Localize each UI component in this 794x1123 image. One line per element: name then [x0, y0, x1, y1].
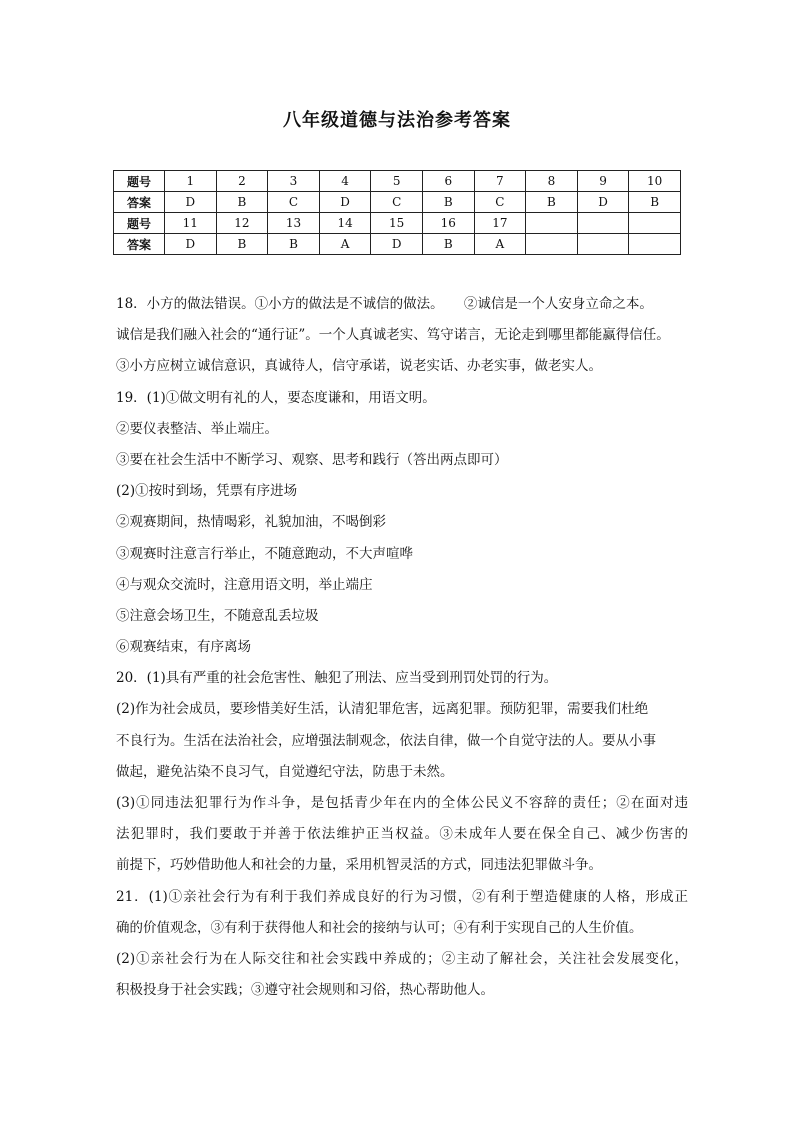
answer-table-cell [577, 234, 629, 255]
answer-table-cell: B [422, 234, 474, 255]
answer-table-cell: 16 [422, 213, 474, 234]
answer-table-cell: 9 [577, 171, 629, 192]
answer-text-line: 20．(1)具有严重的社会危害性、触犯了刑法、应当受到刑罚处罚的行为。 [116, 670, 558, 687]
answer-table-cell: C [474, 192, 526, 213]
answer-table-row [114, 213, 681, 234]
answer-table-cell: 11 [165, 213, 217, 234]
answer-text-line: (2)作为社会成员，要珍惜美好生活，认清犯罪危害，远离犯罪。预防犯罪，需要我们杜绝 [116, 701, 649, 718]
row-header-cell: 题号 [114, 213, 165, 234]
answer-text-line: 做起，避免沾染不良习气，自觉遵纪守法，防患于未然。 [116, 763, 454, 780]
answer-table-row [114, 171, 681, 192]
answer-text-line: 法犯罪时，我们要敢于并善于依法维护正当权益。③未成年人要在保全自己、减少伤害的 [116, 826, 688, 843]
answer-table-cell: 1 [165, 171, 217, 192]
answer-table-cell: 17 [474, 213, 526, 234]
answer-text-line: ③观赛时注意言行举止，不随意跑动，不大声喧哗 [116, 545, 413, 562]
answer-text-line: 积极投身于社会实践；③遵守社会规则和习俗，热心帮助他人。 [116, 982, 494, 999]
answer-text-line: 21．(1)①亲社会行为有利于我们养成良好的行为习惯，②有利于塑造健康的人格，形成正 [116, 888, 688, 905]
answer-text-line: ④与观众交流时，注意用语文明，举止端庄 [116, 576, 373, 593]
answer-table-cell: C [371, 192, 423, 213]
answer-text-line: 不良行为。生活在法治社会，应增强法制观念，依法自律，做一个自觉守法的人。要从小事 [116, 732, 656, 749]
answer-text-line: 确的价值观念，③有利于获得他人和社会的接纳与认可；④有利于实现自己的人生价值。 [116, 919, 643, 936]
answer-table-cell: 12 [216, 213, 268, 234]
answer-table-cell: 10 [629, 171, 681, 192]
row-header-cell: 题号 [114, 171, 165, 192]
answer-text-line: 诚信是我们融入社会的“通行证”。一个人真诚老实、笃守诺言，无论走到哪里都能赢得信任。 [116, 327, 670, 344]
answer-table-cell: 14 [319, 213, 371, 234]
answer-table-cell: 5 [371, 171, 423, 192]
answer-text-line: ②要仪表整洁、举止端庄。 [116, 420, 278, 437]
answer-table-cell: B [216, 234, 268, 255]
answer-text-body [116, 289, 688, 1006]
answer-table-cell: D [165, 192, 217, 213]
answer-text-line: ⑤注意会场卫生，不随意乱丢垃圾 [116, 607, 319, 624]
row-header-cell: 答案 [114, 234, 165, 255]
answer-table-cell [577, 213, 629, 234]
answer-table-cell: C [268, 192, 320, 213]
answer-table-cell: B [526, 192, 578, 213]
answer-text-line: ③要在社会生活中不断学习、观察、思考和践行（答出两点即可） [116, 451, 508, 468]
answer-table-cell: B [629, 192, 681, 213]
answer-table-row [114, 192, 681, 213]
answer-table-cell: B [216, 192, 268, 213]
answer-text-line: ②观赛期间，热情喝彩，礼貌加油，不喝倒彩 [116, 514, 386, 531]
answer-table-cell: 2 [216, 171, 268, 192]
answer-table-cell: 6 [422, 171, 474, 192]
answer-text-line: 18．小方的做法错误。①小方的做法是不诚信的做法。 ②诚信是一个人安身立命之本。 [116, 296, 653, 312]
answer-text-line: (3)①同违法犯罪行为作斗争，是包括青少年在内的全体公民义不容辞的责任；②在面对违 [116, 795, 688, 811]
answer-table-cell: A [474, 234, 526, 255]
answer-table-cell: D [577, 192, 629, 213]
answer-text-line: 前提下，巧妙借助他人和社会的力量，采用机智灵活的方式，同违法犯罪做斗争。 [116, 857, 602, 874]
answer-table-cell: 13 [268, 213, 320, 234]
answer-table-cell: D [165, 234, 217, 255]
answer-table-cell: 3 [268, 171, 320, 192]
answer-table-cell: B [422, 192, 474, 213]
answer-text-line: (2)①亲社会行为在人际交往和社会实践中养成的；②主动了解社会，关注社会发展变化， [116, 950, 688, 967]
answer-text-line: ③小方应树立诚信意识，真诚待人，信守承诺，说老实话、办老实事，做老实人。 [116, 358, 602, 375]
answer-table-cell [526, 234, 578, 255]
answer-table-cell: A [319, 234, 371, 255]
answer-table-cell [526, 213, 578, 234]
page-title: 八年级道德与法治参考答案 [283, 110, 511, 131]
row-header-cell: 答案 [114, 192, 165, 213]
answer-table-cell [629, 234, 681, 255]
answer-table-row [114, 234, 681, 255]
answer-text-line: 19．(1)①做文明有礼的人，要态度谦和，用语文明。 [116, 389, 436, 406]
answer-table [113, 170, 681, 255]
answer-text-line: ⑥观赛结束，有序离场 [116, 639, 251, 656]
answer-table-cell: 8 [526, 171, 578, 192]
answer-table-cell: D [319, 192, 371, 213]
answer-table-cell [629, 213, 681, 234]
answer-table-cell: 7 [474, 171, 526, 192]
answer-table-cell: 15 [371, 213, 423, 234]
answer-text-line: (2)①按时到场，凭票有序进场 [116, 483, 298, 500]
answer-table-cell: D [371, 234, 423, 255]
answer-table-cell: B [268, 234, 320, 255]
answer-table-cell: 4 [319, 171, 371, 192]
